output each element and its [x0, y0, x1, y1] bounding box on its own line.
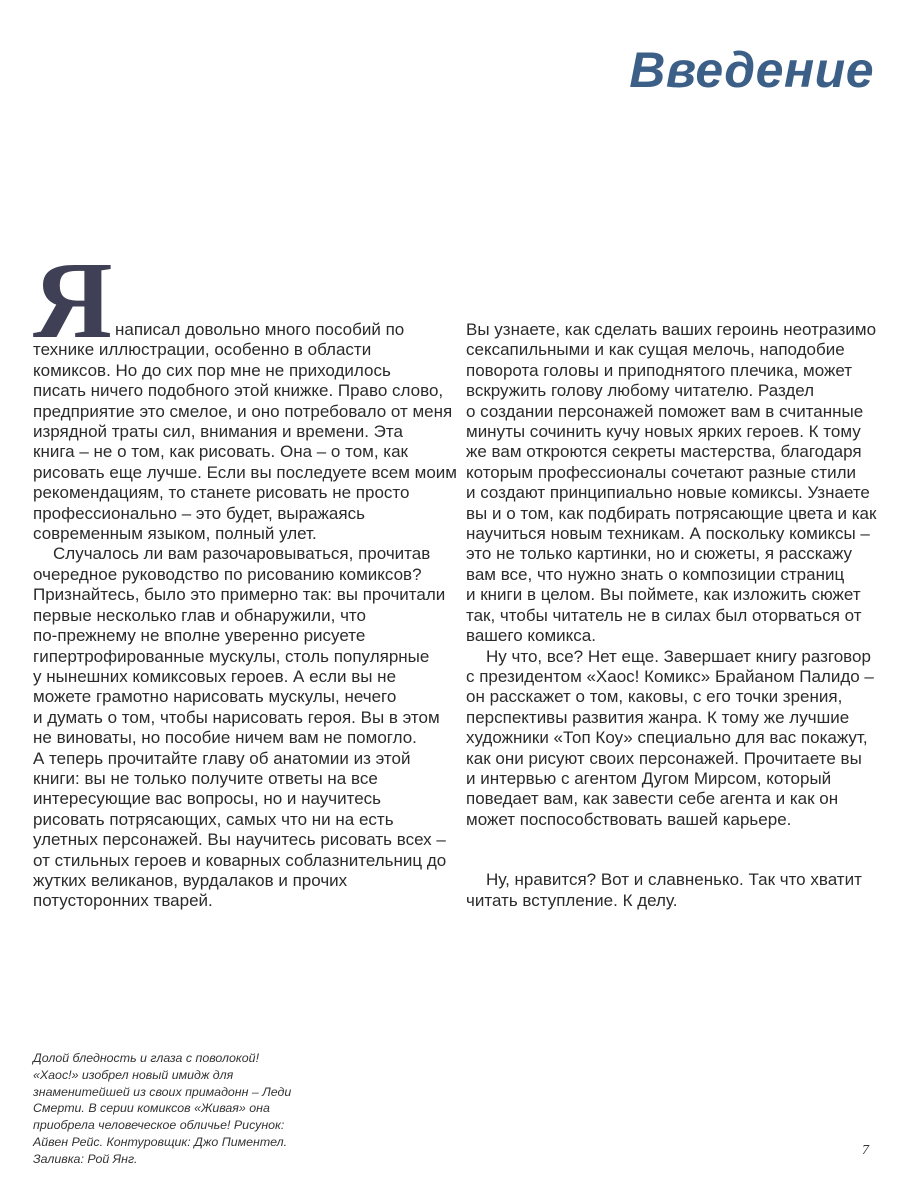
text-line: вашего комикса. [466, 626, 596, 646]
text-line: гипертрофированные мускулы, столь популярные [33, 646, 430, 666]
text-line: очередное руководство по рисованию комиксов? [33, 564, 422, 584]
text-line: по-прежнему не вполне уверенно рисуете [33, 626, 366, 646]
text-line: это не только картинки, но и сюжеты, я расскажу [466, 544, 853, 564]
text-line: первые несколько глав и обнаружили, что [33, 605, 366, 625]
text-line: вы и о том, как подбирать потрясающие цвета и как [466, 503, 877, 523]
text-line: вам все, что нужно знать о композиции страниц [466, 564, 845, 584]
text-line: улетных персонажей. Вы научитесь рисовать всех – [33, 830, 446, 850]
text-line: так, чтобы читатель не в силах был оторваться от [466, 605, 862, 625]
text-line: современным языком, полный улет. [33, 524, 317, 544]
caption-line: Заливка: Рой Янг. [33, 1151, 138, 1166]
text-line: рисовать еще лучше. Если вы последуете всем моим [33, 462, 457, 482]
text-line: как они рисуют своих персонажей. Прочитаете вы [466, 748, 862, 768]
text-line: он расскажет о том, каковы, с его точки зрения, [466, 687, 843, 707]
text-line: книга – не о том, как рисовать. Она – о том, как [33, 442, 408, 462]
text-line: и создают принципиально новые комиксы. Узнаете [466, 483, 870, 503]
text-line: потусторонних тварей. [33, 891, 213, 911]
text-line: поворота головы и приподнятого плечика, может [466, 360, 853, 380]
caption-line: «Хаос!» изобрел новый имидж для [33, 1067, 234, 1082]
caption-line: Смерти. В серии комиксов «Живая» она [33, 1101, 270, 1116]
text-line: можете грамотно нарисовать мускулы, нечего [33, 687, 397, 707]
text-line: технике иллюстрации, особенно в области [33, 340, 372, 360]
text-line: Ну, нравится? Вот и славненько. Так что хватит [486, 870, 862, 890]
text-line: от стильных героев и коварных соблазнительниц до [33, 850, 447, 870]
text-line: и интервью с агентом Дугом Мирсом, который [466, 768, 832, 788]
paragraph-gap [466, 850, 886, 870]
text-line: Признайтесь, было это примерно так: вы прочитали [33, 585, 446, 605]
text-line: профессионально – это будет, выражаясь [33, 503, 365, 523]
text-line: перспективы развития жанра. К тому же лучшие [466, 707, 850, 727]
text-line: А теперь прочитайте главу об анатомии из этой [33, 748, 411, 768]
text-line: о создании персонажей поможет вам в считанные [466, 401, 864, 421]
text-line: рекомендациям, то станете рисовать не просто [33, 483, 410, 503]
text-line: книги: вы не только получите ответы на все [33, 768, 378, 788]
text-line: Ну что, все? Нет еще. Завершает книгу разговор [486, 646, 871, 666]
text-line: комиксов. Но до сих пор мне не приходилось [33, 360, 391, 380]
image-caption [33, 1050, 333, 1168]
paragraph-gap [466, 830, 886, 850]
text-line: может поспособствовать вашей карьере. [466, 809, 792, 829]
text-line: сексапильными и как сущая мелочь, наподобие [466, 340, 845, 360]
text-line: научиться новым техникам. А поскольку комиксы – [466, 524, 870, 544]
text-line: и думать о том, чтобы нарисовать героя. Вы в этом [33, 707, 440, 727]
text-line: же вам откроются секреты мастерства, благодаря [466, 442, 862, 462]
text-line: вскружить голову любому читателю. Раздел [466, 381, 815, 401]
text-line: у нынешних комиксовых героев. А если вы не [33, 666, 397, 686]
text-line: поведает вам, как завести себе агента и как он [466, 789, 839, 809]
drop-cap: Я [33, 239, 113, 361]
text-line: интересующие вас вопросы, но и научитесь [33, 789, 382, 809]
text-line: писать ничего подобного этой книжке. Право слово, [33, 381, 444, 401]
text-line: читать вступление. К делу. [466, 890, 678, 910]
text-line: минуты сочинить кучу новых ярких героев. К тому [466, 422, 861, 442]
text-line: с президентом «Хаос! Комикс» Брайаном Палидо – [466, 666, 874, 686]
caption-line: Айвен Рейс. Контуровщик: Джо Пиментел. [33, 1134, 288, 1149]
body-column-right [466, 320, 886, 911]
text-line: жутких великанов, вурдалаков и прочих [33, 870, 348, 890]
text-line: и книги в целом. Вы поймете, как изложить сюжет [466, 585, 861, 605]
text-line: написал довольно много пособий по [115, 320, 405, 339]
page-title: Введение [629, 42, 874, 98]
page-number: 7 [862, 1143, 869, 1158]
text-line: художники «Топ Коу» специально для вас покажут, [466, 728, 868, 748]
text-line: рисовать потрясающих, самых что ни на есть [33, 809, 394, 829]
caption-line: приобрела человеческое обличье! Рисунок: [33, 1118, 285, 1133]
text-line: которым профессионалы сочетают разные стили [466, 462, 857, 482]
body-column-left [33, 239, 457, 912]
text-line: предприятие это смелое, и оно потребовало от меня [33, 401, 453, 421]
caption-line: знаменитейшей из своих примадонн – Леди [33, 1084, 292, 1099]
text-line: Случалось ли вам разочаровываться, прочитав [53, 544, 431, 564]
text-line: изрядной траты сил, внимания и времени. Эта [33, 422, 403, 442]
caption-line: Долой бледность и глаза с поволокой! [33, 1051, 260, 1065]
text-line: не виноваты, но пособие ничем вам не помогло. [33, 728, 417, 748]
text-line: Вы узнаете, как сделать ваших героинь неотразимо [466, 320, 877, 339]
